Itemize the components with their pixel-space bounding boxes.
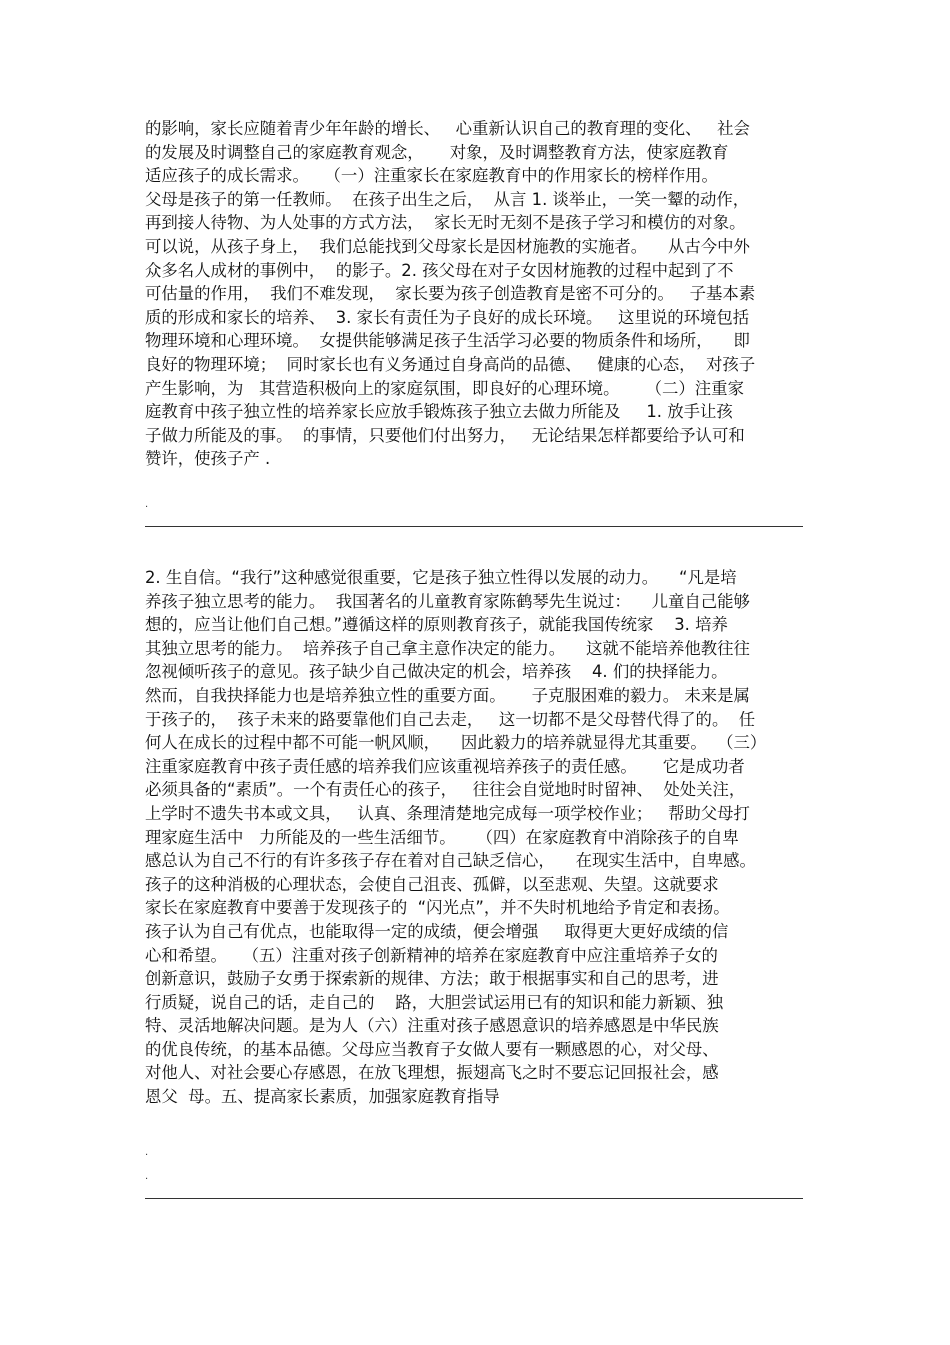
- text-line: 特、灵活地解决问题。是为人（六）注重对孩子感恩意识的培养感恩是中华民族: [145, 1016, 719, 1036]
- page-2-footer-dot: .: [145, 1147, 149, 1158]
- text-line: 其独立思考的能力。 培养孩子自己拿主意作决定的能力。 这就不能培养他教往往: [145, 638, 750, 658]
- text-line: 感总认为自己不行的有许多孩子存在着对自己缺乏信心， 在现实生活中，自卑感。: [145, 851, 756, 871]
- page-2-footer-dot: .: [145, 1171, 149, 1182]
- text-line: 庭教育中孩子独立性的培养家长应放手锻炼孩子独立去做力所能及 1. 放手让孩: [145, 402, 733, 422]
- text-line: 必须具备的“素质”。一个有责任心的孩子， 往往会自觉地时时留神、 处处关注，: [145, 780, 746, 800]
- page-1-text: [145, 117, 810, 471]
- text-line: 父母是孩子的第一任教师。 在孩子出生之后， 从言 1. 谈举止，一笑一颦的动作，: [145, 189, 750, 209]
- text-line: 赞许，使孩子产 .: [145, 449, 271, 469]
- text-line: 的发展及时调整自己的家庭教育观念， 对象，及时调整教育方法，使家庭教育: [145, 142, 729, 162]
- text-line: 子做力所能及的事。 的事情，只要他们付出努力， 无论结果怎样都要给予认可和: [145, 425, 745, 445]
- text-line: 的影响，家长应随着青少年年龄的增长、 心重新认识自己的教育理的变化、 社会: [145, 119, 750, 138]
- text-line: 的优良传统，的基本品德。父母应当教育子女做人要有一颗感恩的心，对父母、: [145, 1039, 719, 1059]
- text-line: 何人在成长的过程中都不可能一帆风顺， 因此毅力的培养就显得尤其重要。 （三）: [145, 733, 767, 753]
- text-line: 上学时不遗失书本或文具， 认真、条理清楚地完成每一项学校作业； 帮助父母打: [145, 803, 750, 823]
- text-line: 忽视倾听孩子的意见。孩子缺少自己做决定的机会，培养孩 4. 们的抉择能力。: [145, 662, 728, 682]
- page-1-divider: [145, 526, 803, 527]
- text-line: 然而，自我抉择能力也是培养独立性的重要方面。 子克服困难的毅力。 未来是属: [145, 685, 750, 705]
- text-line: 创新意识，鼓励子女勇于探索新的规律、方法；敢于根据事实和自己的思考，进: [145, 969, 719, 989]
- text-line: 可以说，从孩子身上， 我们总能找到父母家长是因材施教的实施者。 从古今中外: [145, 236, 750, 256]
- text-line: 养孩子独立思考的能力。 我国著名的儿童教育家陈鹤琴先生说过： 儿童自己能够: [145, 591, 750, 611]
- text-line: 良好的物理环境； 同时家长也有义务通过自身高尚的品德、 健康的心态， 对孩子: [145, 354, 756, 374]
- text-line: 可估量的作用， 我们不难发现， 家长要为孩子创造教育是密不可分的。 子基本素: [145, 284, 756, 304]
- text-line: 对他人、对社会要心存感恩，在放飞理想，振翅高飞之时不要忘记回报社会，感: [145, 1063, 719, 1083]
- text-line: 质的形成和家长的培养、 3. 家长有责任为子良好的成长环境。 这里说的环境包括: [145, 307, 750, 327]
- text-line: 物理环境和心理环境。 女提供能够满足孩子生活学习必要的物质条件和场所， 即: [145, 331, 750, 351]
- text-line: 恩父 母。五、提高家长素质，加强家庭教育指导: [145, 1087, 500, 1107]
- text-line: 注重家庭教育中孩子责任感的培养我们应该重视培养孩子的责任感。 它是成功者: [145, 756, 745, 776]
- text-line: 适应孩子的成长需求。 （一）注重家长在家庭教育中的作用家长的榜样作用。: [145, 166, 718, 186]
- page-2-divider: [145, 1198, 803, 1199]
- text-line: 再到接人待物、为人处事的方式方法， 家长无时无刻不是孩子学习和模仿的对象。: [145, 213, 746, 233]
- text-line: 2. 生自信。“我行”这种感觉很重要，它是孩子独立性得以发展的动力。 “凡是培: [145, 568, 737, 587]
- text-line: 产生影响，为 其营造积极向上的家庭氛围，即良好的心理环境。 （二）注重家: [145, 378, 744, 398]
- text-line: 众多名人成材的事例中， 的影子。2. 孩父母在对子女因材施教的过程中起到了不: [145, 260, 734, 280]
- text-line: 于孩子的， 孩子未来的路要靠他们自己去走， 这一切都不是父母替代得了的。 任: [145, 709, 756, 729]
- text-line: 行质疑，说自己的话，走自己的 路，大胆尝试运用已有的知识和能力新颖、独: [145, 992, 724, 1012]
- text-line: 理家庭生活中 力所能及的一些生活细节。 （四）在家庭教育中消除孩子的自卑: [145, 827, 739, 847]
- text-line: 孩子的这种消极的心理状态，会使自己沮丧、孤僻，以至悲观、失望。这就要求: [145, 874, 719, 894]
- text-line: 孩子认为自己有优点，也能取得一定的成绩，便会增强 取得更大更好成绩的信: [145, 921, 729, 941]
- page-2-text: [145, 566, 810, 1109]
- text-line: 心和希望。 （五）注重对孩子创新精神的培养在家庭教育中应注重培养子女的: [145, 945, 718, 965]
- page-1-footer-dot: .: [145, 499, 149, 510]
- text-line: 家长在家庭教育中要善于发现孩子的 “闪光点”，并不失时机地给予肯定和表扬。: [145, 898, 730, 918]
- text-line: 想的，应当让他们自己想。”遵循这样的原则教育孩子，就能我国传统家 3. 培养: [145, 615, 728, 635]
